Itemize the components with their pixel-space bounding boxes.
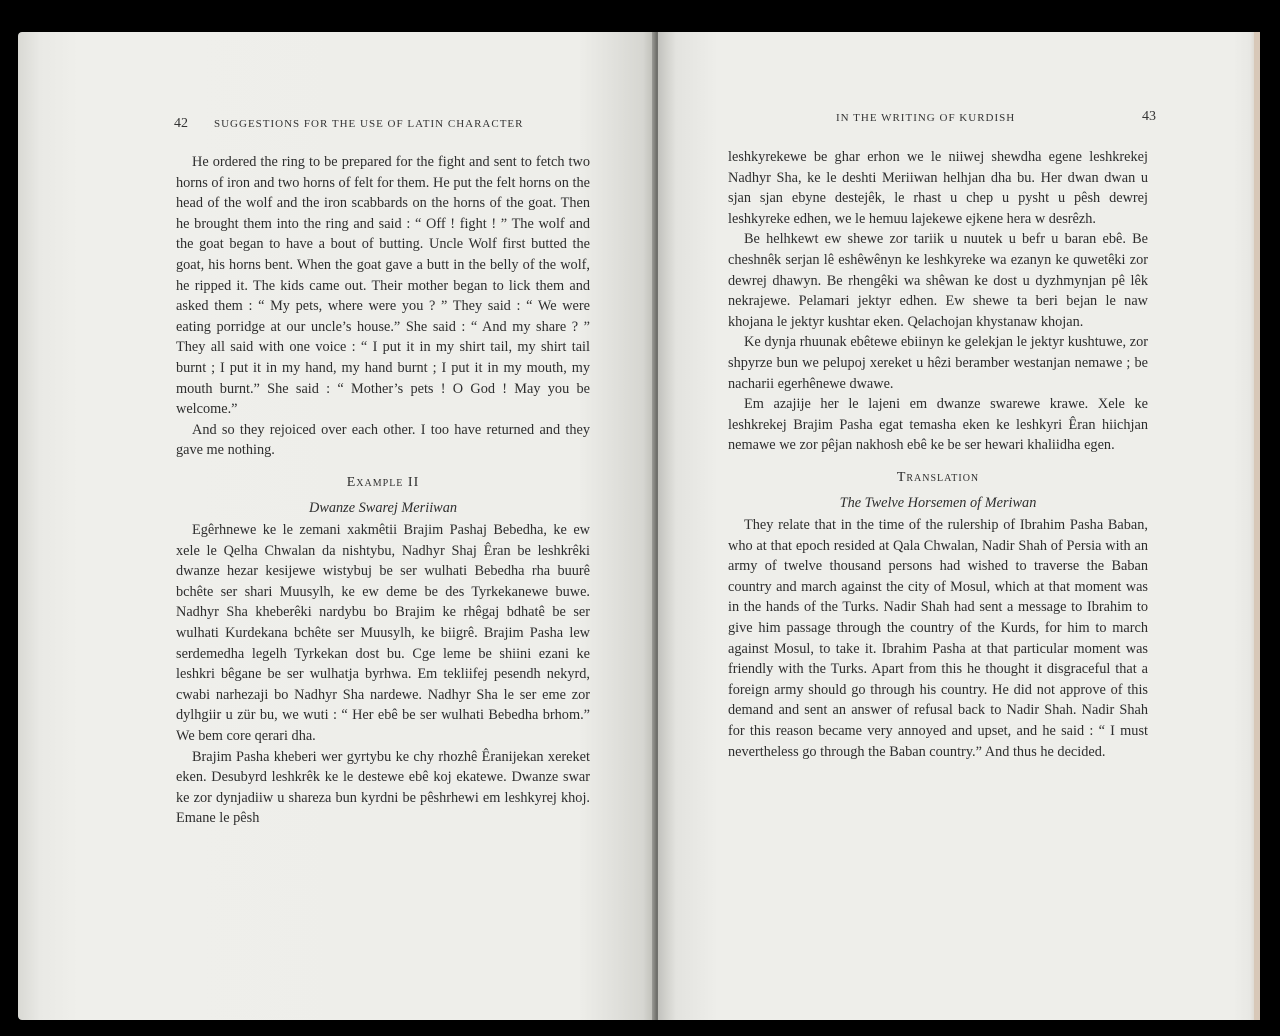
running-head: IN THE WRITING OF KURDISH: [836, 112, 1016, 124]
section-subheading: Dwanze Swarej Meriiwan: [309, 499, 457, 516]
running-head: SUGGESTIONS FOR THE USE OF LATIN CHARACTER: [214, 118, 524, 130]
paragraph: Ke dynja rhuunak ebêtewe ebiinyn ke gelekjan le jektyr kushtuwe, zor shpyrze bun we pelupoj xereket u hêzi beramber westanjan nemawe ; be nacharii egerhênewe dwawe.: [728, 334, 1148, 392]
section-subheading: The Twelve Horsemen of Meriwan: [839, 494, 1037, 511]
paragraph: He ordered the ring to be prepared for the fight and sent to fetch two horns of iron and two horns of felt for them. He put the felt horns on the head of the wolf and the iron scabbards on the horns of the goat. Then he brought them into the ring and said : “ Off ! fight ! ” The wolf and the goat began to have a bout of butting. Uncle Wolf first butted the goat, his horns bent. When the goat gave a butt in the belly of the wolf, he ripped it. The kids came out. Their mother began to lick them and asked them : “ My pets, where were you ? ” They said : “ We were eating porridge at our uncle’s house.” She said : “ And my share ? ” They all said with one voice : “ I put it in my shirt tail, my shirt tail burnt ; I put it in my hand, my hand burnt ; I put it in my mouth, my mouth burnt.” She said : “ Mother’s pets ! O God ! May you be welcome.”: [176, 154, 590, 418]
paragraph: They relate that in the time of the rulership of Ibrahim Pasha Baban, who at that epoch resided at Qala Chwalan, Nadir Shah of Persia with an army of twelve thousand persons had wished to traverse the Baban country and march against the city of Mosul, which at that moment was in the hands of the Turks. Nadir Shah had sent a message to Ibrahim to give him passage through the country of the Kurds, for him to march against Mosul, to take it. Ibrahim Pasha at that particular moment was friendly with the Turks. Apart from this he thought it disgraceful that a foreign army should go through his country. He did not approve of this demand and sent an answer of refusal back to Nadir Shah. Nadir Shah for this reason became very annoyed and upset, and he said : “ I must nevertheless go through the Baban country.” And thus he decided.: [728, 517, 1148, 760]
left-page: [18, 32, 656, 1020]
section-heading: Translation: [896, 469, 980, 485]
page-edge: [1254, 32, 1260, 1020]
right-page-body: [728, 147, 1148, 762]
page-number: 42: [174, 116, 188, 131]
paragraph: Em azajije her le lajeni em dwanze swarewe krawe. Xele ke leshkrekej Brajim Pasha egat temasha eken ke leshkyri Êran hiichjan nemawe we zor pêjan nakhosh ebê ke be ser hewari khaliidha egen.: [728, 396, 1148, 454]
open-book: [18, 32, 1260, 1020]
paragraph: Be helhkewt ew shewe zor tariik u nuutek u befr u baran ebê. Be cheshnêk serjan lê eshêwênyn ke leshkyreke wa ezanyn ke quwetêki zor dewrej dhawyn. Be rhengêki wa shêwan ke dost u dyzhmynjan pê lêk nekrajewe. Pelamari jektyr edhen. Ew shewe ta beri bejan le naw khojana le jektyr kushtar eken. Qelachojan khystanaw khojan.: [728, 231, 1148, 330]
right-page: [658, 32, 1258, 1020]
left-page-body: [176, 152, 590, 829]
section-heading: Example II: [346, 474, 420, 490]
page-number: 43: [1142, 109, 1156, 124]
paragraph: And so they rejoiced over each other. I too have returned and they gave me nothing.: [176, 421, 590, 459]
paragraph: Brajim Pasha kheberi wer gyrtybu ke chy rhozhê Êranijekan xereket eken. Desubyrd leshkrêk ke le destewe ebê koj ekatewe. Dwanze swar ke zor dynjadiiw u shareza bun kyrdni be pêshrhewi em leshkyrej khoj. Emane le pêsh: [176, 748, 590, 827]
paragraph: leshkyrekewe be ghar erhon we le niiwej shewdha egene leshkrekej Nadhyr Sha, ke le deshti Meriiwan helhjan dha bu. Her dwan dwan u sjan sjan ebyne destejêk, le rhast u chep u pysht u pêsh dewrej leshkyreke edhen, we le hemuu lajekewe ejkene hera w desrêzh.: [728, 149, 1148, 227]
paragraph: Egêrhnewe ke le zemani xakmêtii Brajim Pashaj Bebedha, ke ew xele le Qelha Chwalan da nishtybu, Nadhyr Shaj Êran be leshkrêki dwanze hezar kesijewe wistybuj be ser wulhati Bebedha rha buurê bchête ser shari Muusylh, ke ew deme be des Tyrkekanewe buwe. Nadhyr Sha kheberêki nardybu bo Brajim ke rhêgaj bdhatê be ser wulhati Kurdekana bchête ser Muusylh, ke biigrê. Brajim Pasha lew serdemedha legelh Tyrkekan dost bu. Cge leme be shiini ezani ke leshkri bêgane be ser wulhatja byrhwa. Em tekliifej pesendh nekyrd, cwabi narhezaji bo Nadhyr Sha nardewe. Nadhyr Sha le ser eme zor dylhgiir u zür bu, we wuti : “ Her ebê be ser wulhati Bebedha brhom.” We bem core qerari dha.: [176, 522, 590, 745]
